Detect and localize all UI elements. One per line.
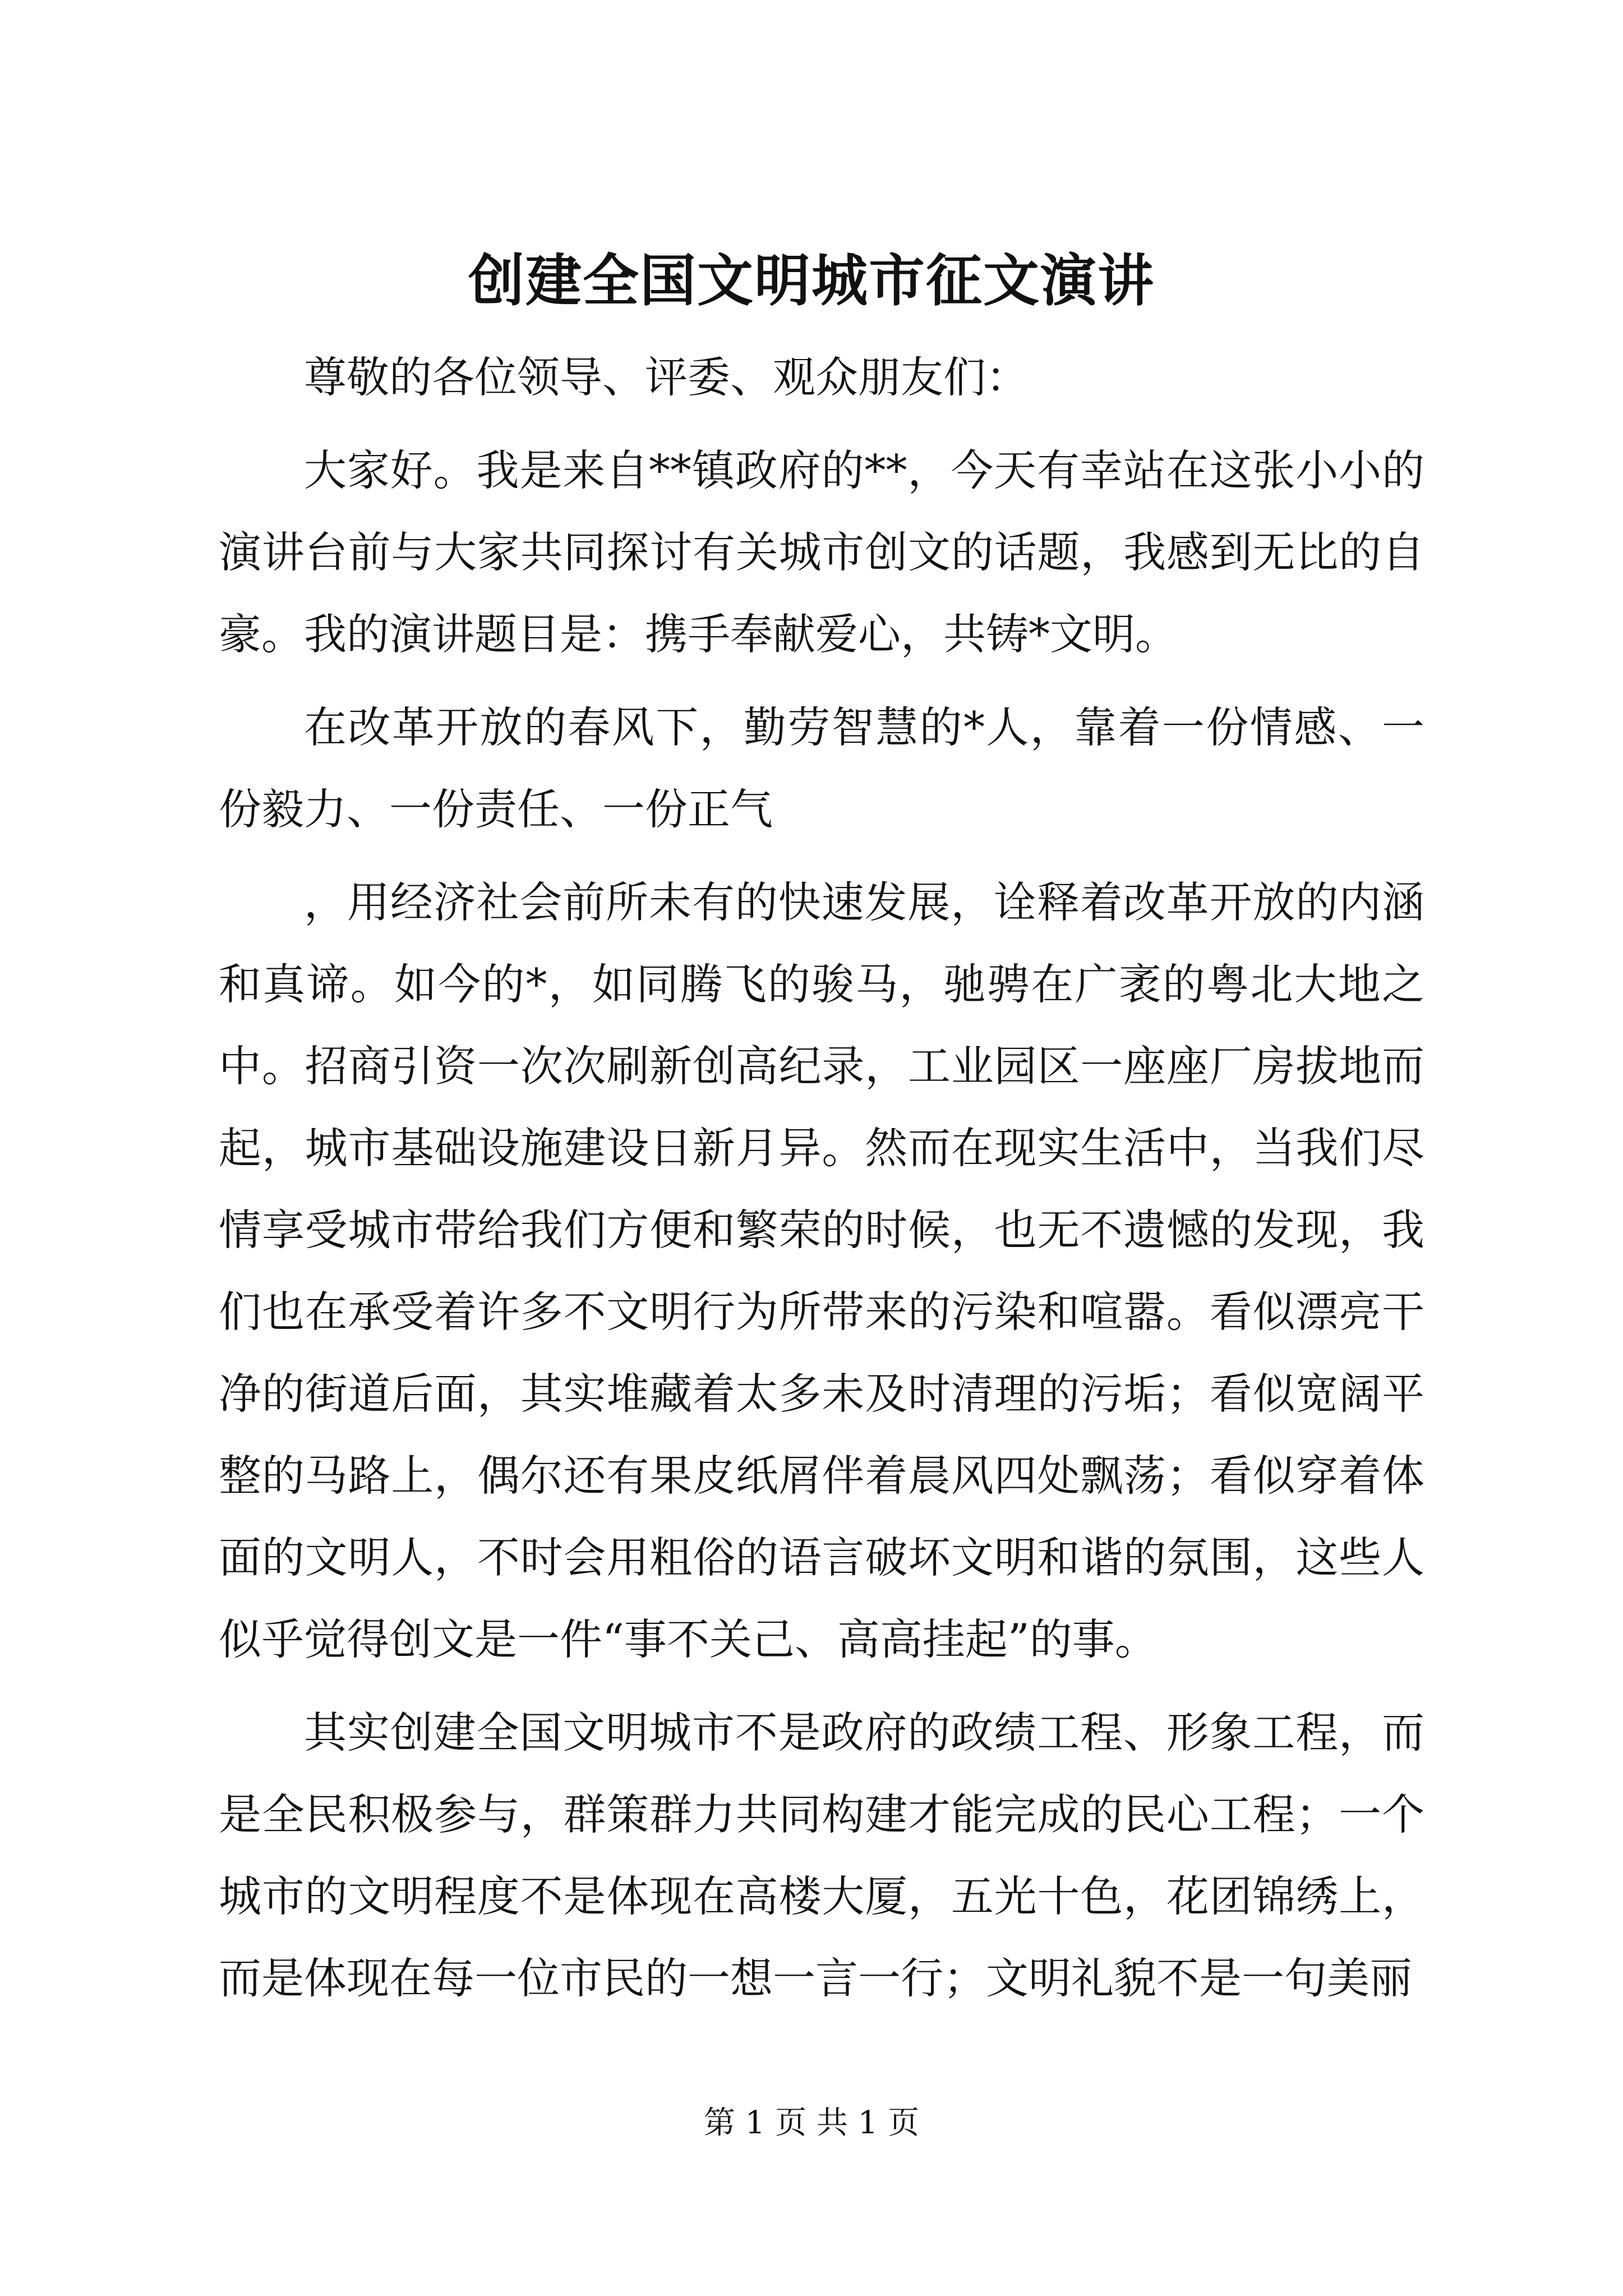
document-body bbox=[219, 337, 1424, 2031]
body-paragraph-3: ，用经济社会前所未有的快速发展，诠释着改革开放的内涵和真谛。如今的*，如同腾飞的骏马，驰骋在广袤的粤北大地之中。招商引资一次次刷新创高纪录，工业园区一座座厂房拔地而起，城市基础设施建设日新月异。然而在现实生活中，当我们尽情享受城市带给我们方便和繁荣的时候，也无不遗憾的发现，我们也在承受着许多不文明行为所带来的污染和喧嚣。看似漂亮干净的街道后面，其实堆藏着太多未及时清理的污垢；看似宽阔平整的马路上，偶尔还有果皮纸屑伴着晨风四处飘荡；看似穿着体面的文明人，不时会用粗俗的语言破坏文明和谐的氛围，这些人似乎觉得创文是一件“事不关己、高高挂起”的事。 bbox=[219, 877, 1424, 1664]
page-number-footer: 第 1 页 共 1 页 bbox=[703, 2105, 920, 2141]
body-paragraph-4: 其实创建全国文明城市不是政府的政绩工程、形象工程，而是全民积极参与，群策群力共同构建才能完成的民心工程；一个城市的文明程度不是体现在高楼大厦，五光十色，花团锦绣上，而是体现在每一位市民的一想一言一行；文明礼貌不是一句美丽 bbox=[219, 1708, 1424, 2003]
body-paragraph-1: 大家好。我是来自**镇政府的**，今天有幸站在这张小小的演讲台前与大家共同探讨有关城市创文的话题，我感到无比的自豪。我的演讲题目是：携手奉献爱心，共铸*文明。 bbox=[219, 445, 1424, 659]
document-title: 创建全国文明城市征文演讲 bbox=[468, 247, 1155, 314]
body-paragraph-2: 在改革开放的春风下，勤劳智慧的*人，靠着一份情感、一份毅力、一份责任、一份正气 bbox=[219, 702, 1424, 834]
salutation-paragraph: 尊敬的各位领导、评委、观众朋友们： bbox=[304, 352, 1029, 402]
